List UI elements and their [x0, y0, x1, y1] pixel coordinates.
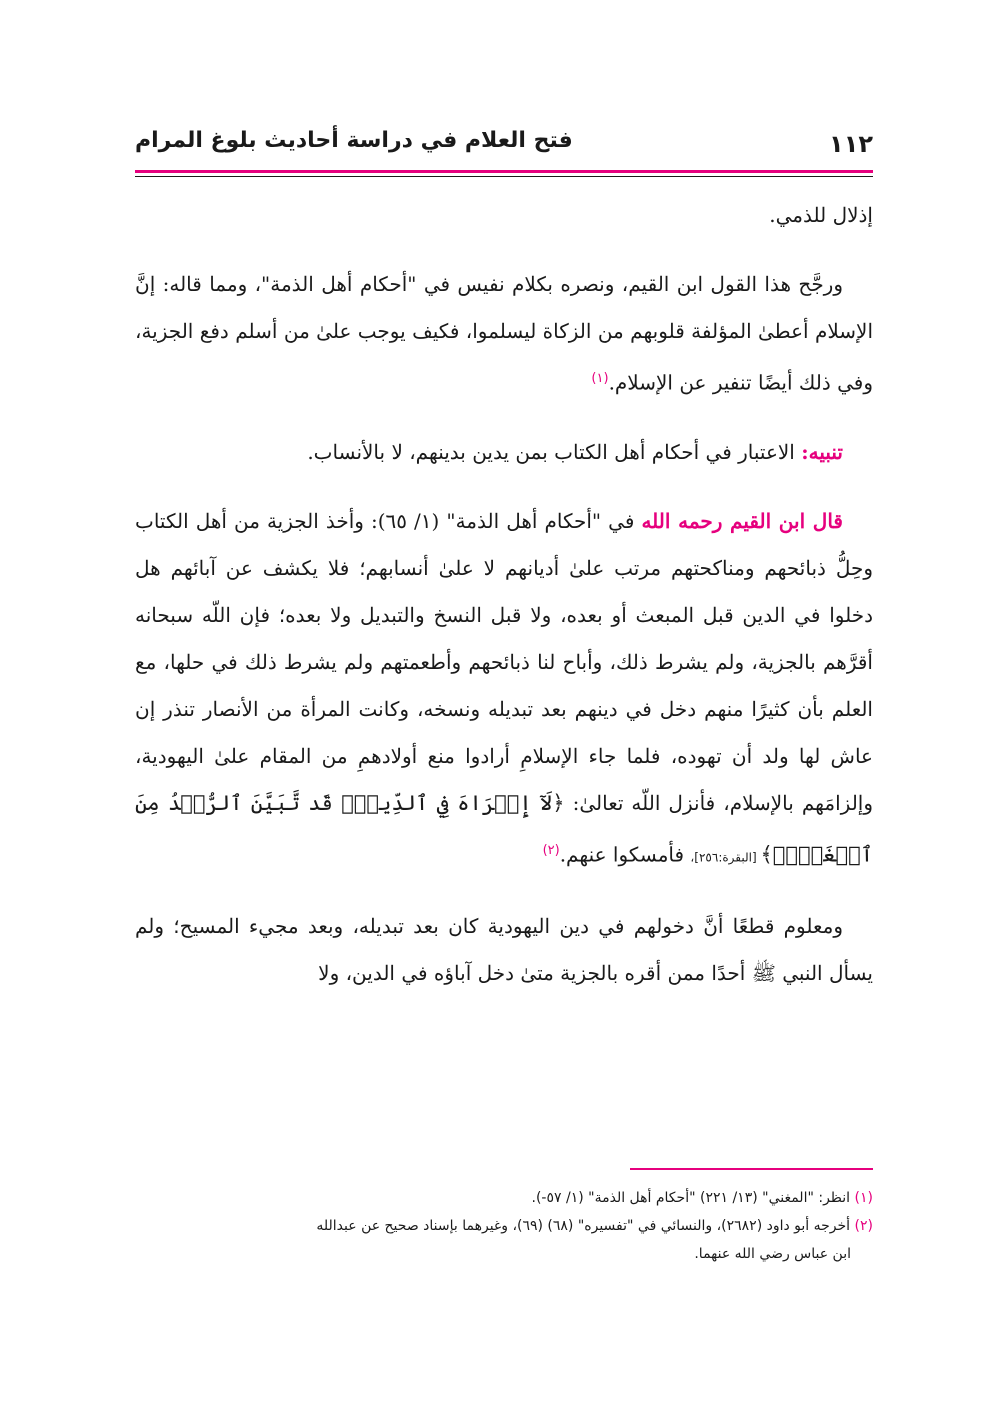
footnote-1	[135, 1184, 873, 1212]
paragraph-4-text-b: فأمسكوا عنهم.	[559, 842, 691, 867]
footnote-ref-1[interactable]: (١)	[591, 371, 609, 386]
footnote-ref-2[interactable]: (٢)	[542, 842, 560, 858]
paragraph-2	[135, 261, 873, 407]
paragraph-gap	[135, 239, 873, 261]
paragraph-5: ومعلوم قطعًا أنَّ دخولهم في دين اليهودية كان بعد تبديله، وبعد مجيء المسيح؛ ولم يسأل النبي ﷺ أحدًا ممن أقره بالجزية متىٰ دخل آباؤه في الدين، ولا	[135, 914, 873, 986]
footnote-1-number: (١)	[854, 1190, 873, 1206]
footnote-1-text: انظر: "المغني" (١٣/ ٢٢١) "أحكام أهل الذمة" (١/ ٥٧-).	[531, 1190, 855, 1206]
paragraph-1: إذلال للذمي.	[769, 203, 873, 227]
quote-attribution: قال ابن القيم رحمه الله	[641, 508, 843, 533]
paragraph-4-text-a: في "أحكام أهل الذمة" (١/ ٦٥): وأخذ الجزية من أهل الكتاب وحِلُّ ذبائحهم ومناكحتهم مرتب علىٰ أديانهم لا علىٰ أنسابهم؛ فلا يكشف عن آبائهم هل دخلوا في الدين قبل المبعث أو بعده، ولا قبل النسخ والتبديل ولا بعده؛ فإن اللّه سبحانه أقرَّهم بالجزية، ولم يشرط ذلك، وأباح لنا ذبائحهم وأطعمتهم ولم يشرط ذلك في حلها، مع العلم بأن كثيرًا منهم دخل في دينهم بعد تبديله ونسخه، وكانت المرأة من الأنصار تنذر إن عاش لها ولد أن تهوده، فلما جاء الإسلامِ أرادوا منع أولادهمِ من المقام علىٰ اليهودية، وإلزامَهم بالإسلام، فأنزل اللّه تعالىٰ:	[135, 508, 873, 815]
footnote-2-number: (٢)	[854, 1218, 873, 1234]
surah-reference: [البقرة:٢٥٦]،	[690, 850, 761, 865]
footnote-2-text: أخرجه أبو داود (٢٦٨٢)، والنسائي في "تفسيره" (٦٨) (٦٩)، وغيرهما بإسناد صحيح عن عبدالله	[316, 1218, 855, 1234]
footnote-2-continuation: ابن عباس رضي الله عنهما.	[694, 1246, 851, 1262]
paragraph-3	[135, 429, 873, 476]
paragraph-gap	[135, 881, 873, 903]
footnote-2	[135, 1212, 873, 1240]
page-header	[135, 128, 873, 168]
footnote-separator	[630, 1168, 873, 1170]
header-rule-accent	[135, 170, 873, 173]
note-label: تنبيه:	[801, 439, 843, 464]
header-rule	[135, 176, 873, 177]
page-number: ١١٢	[829, 130, 873, 158]
paragraph-4	[135, 498, 873, 882]
paragraph-2-text: ورجَّح هذا القول ابن القيم، ونصره بكلام نفيس في "أحكام أهل الذمة"، ومما قاله: إنَّ الإسلام أعطىٰ المؤلفة قلوبهم من الزكاة ليسلموا، فكيف يوجب علىٰ من أسلم دفع الجزية، وفي ذلك أيضًا تنفير عن الإسلام.	[135, 272, 873, 395]
book-title: فتح العلام في دراسة أحاديث بلوغ المرام	[135, 128, 573, 153]
paragraph-gap	[135, 407, 873, 429]
footnotes	[135, 1184, 873, 1268]
paragraph-gap	[135, 476, 873, 498]
quran-verse: ﴿لَآ إِكۡرَاهَ فِي ٱلدِّينِۖ قَد تَّبَيَّنَ ٱلرُّشۡدُ مِنَ ٱلۡغَيِّۚ﴾	[135, 790, 873, 867]
paragraph-3-text: الاعتبار في أحكام أهل الكتاب بمن يدين بدينهم، لا بالأنساب.	[307, 439, 802, 464]
main-text	[135, 192, 873, 997]
